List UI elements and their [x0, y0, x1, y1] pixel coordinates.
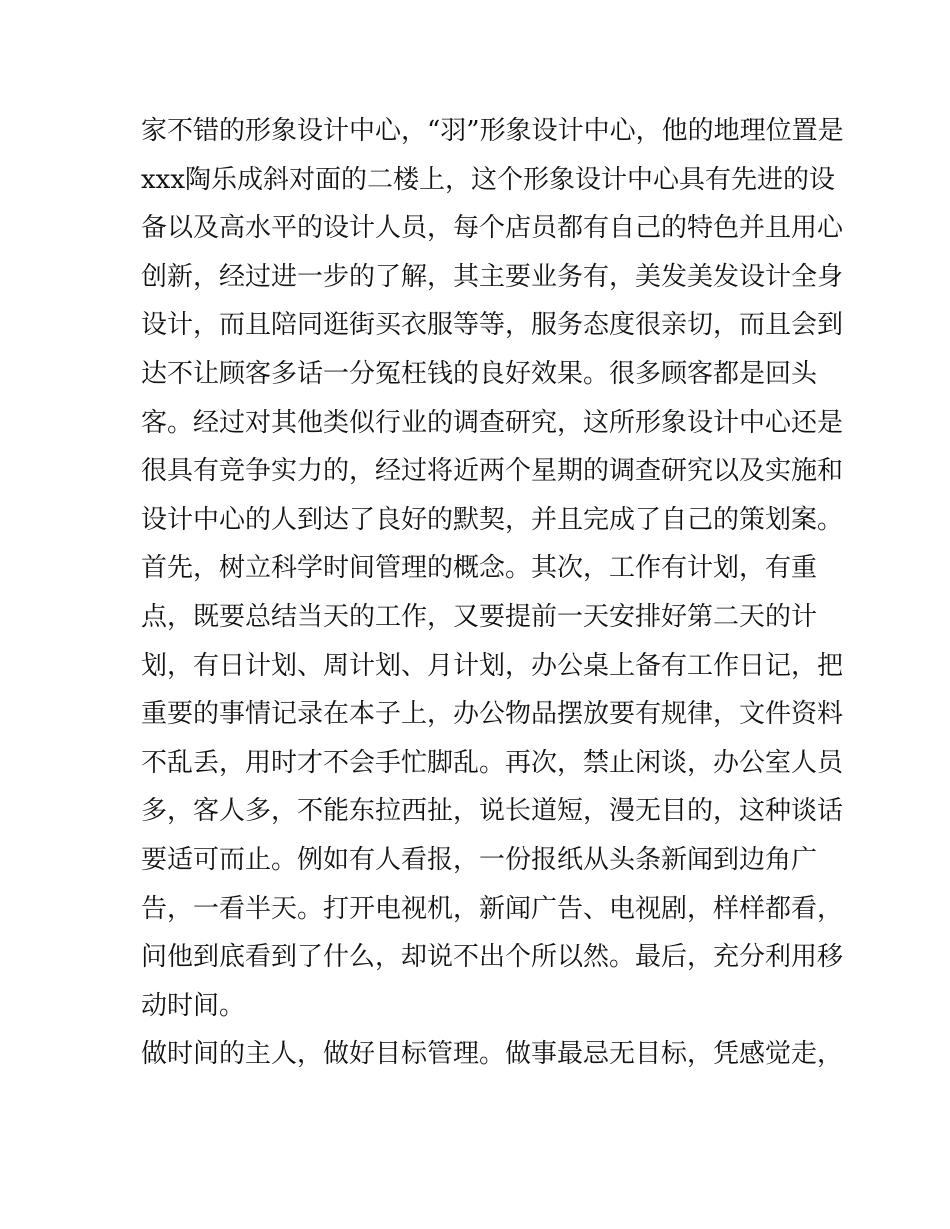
text-line: 创新，经过进一步的了解，其主要业务有，美发美发设计全身 [141, 261, 844, 292]
text-line: 动时间。 [141, 990, 246, 1021]
text-line: 设计中心的人到达了良好的默契，并且完成了自己的策划案。 [141, 504, 844, 535]
text-line: 备以及高水平的设计人员，每个店员都有自己的特色并且用心 [141, 213, 844, 244]
text-line: 家不错的形象设计中心，“羽”形象设计中心，他的地理位置是 [141, 116, 844, 146]
body-text [141, 107, 844, 1079]
text-line: 告，一看半天。打开电视机，新闻广告、电视剧，样样都看， [141, 893, 844, 924]
text-line: 重要的事情记录在本子上，办公物品摆放要有规律，文件资料 [141, 699, 844, 730]
text-line: xxx陶乐成斜对面的二楼上，这个形象设计中心具有先进的设 [141, 164, 835, 195]
text-line: 首先，树立科学时间管理的概念。其次，工作有计划，有重 [141, 553, 818, 584]
text-line: 不乱丢，用时才不会手忙脚乱。再次，禁止闲谈，办公室人员 [141, 747, 844, 778]
text-line: 达不让顾客多话一分冤枉钱的良好效果。很多顾客都是回头 [141, 358, 818, 389]
text-line: 客。经过对其他类似行业的调查研究，这所形象设计中心还是 [141, 407, 844, 438]
text-line: 设计，而且陪同逛街买衣服等等，服务态度很亲切，而且会到 [141, 310, 844, 341]
text-line: 要适可而止。例如有人看报，一份报纸从头条新闻到边角广 [141, 844, 818, 875]
text-line: 划，有日计划、周计划、月计划，办公桌上备有工作日记，把 [141, 650, 844, 681]
text-line: 点，既要总结当天的工作，又要提前一天安排好第二天的计 [141, 601, 818, 632]
text-line: 问他到底看到了什么，却说不出个所以然。最后，充分利用移 [141, 942, 844, 973]
text-line: 多，客人多，不能东拉西扯，说长道短，漫无目的，这种谈话 [141, 796, 844, 827]
text-line: 做时间的主人，做好目标管理。做事最忌无目标，凭感觉走， [141, 1039, 844, 1070]
text-line: 很具有竞争实力的，经过将近两个星期的调查研究以及实施和 [141, 456, 844, 487]
